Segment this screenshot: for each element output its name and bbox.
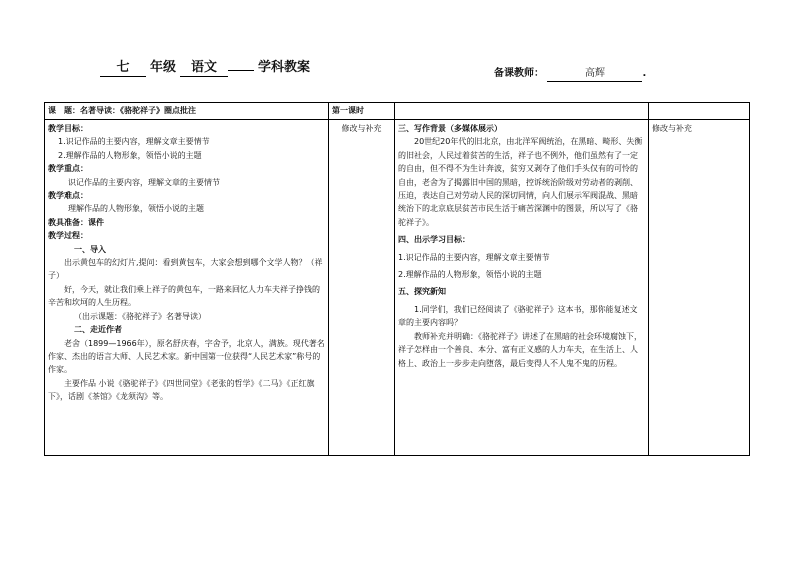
teacher-end: . bbox=[642, 68, 647, 79]
section-2-heading: 二、走近作者 bbox=[74, 325, 122, 335]
left-modification-label: 修改与补充 bbox=[341, 124, 382, 133]
left-modification-cell bbox=[329, 120, 395, 456]
teacher-name: 高辉 bbox=[547, 67, 642, 82]
empty-header-cell-right bbox=[649, 103, 750, 120]
content-row bbox=[45, 120, 750, 456]
grade-label: 年级 bbox=[150, 60, 177, 75]
goal-2: 2.理解作品的人物形象，领悟小说的主题 bbox=[58, 150, 202, 160]
section-1-heading: 一、导入 bbox=[74, 244, 106, 254]
period-cell: 第一课时 bbox=[329, 103, 395, 120]
empty-header-cell bbox=[395, 103, 649, 120]
section-1-paragraph-2: 好，今天，就让我们乘上祥子的黄包车，一路来回忆人力车夫祥子挣钱的辛苦和坎坷的人生历程。 bbox=[48, 284, 320, 308]
section-3-paragraph: 20世纪20年代的旧北京，由北洋军阀统治，在黑暗、畸形、失衡的旧社会，人民过着贫苦的生活，祥子也不例外，他们虽然有了一定的自由，但不得不为生计奔波，贫穷又剥夺了他们手头仅有的可怜的自由，老舍为了揭露旧中国的黑暗，控诉统治阶级对劳动者的剥削、压迫，表达自己对劳动人民的深切同情，向人们展示军阀混战、黑暗统治下的北京底层贫苦市民生活于痛苦深渊中的图景，所以写了《骆驼祥子》。 bbox=[398, 137, 643, 227]
right-content-cell bbox=[395, 120, 649, 456]
section-4-heading: 四、出示学习目标： bbox=[398, 235, 470, 245]
subject-label: 学科教案 bbox=[258, 60, 311, 75]
section-1-paragraph-3: （出示课题：《骆驼祥子》名著导读） bbox=[74, 311, 206, 321]
difficulty-text: 理解作品的人物形象，领悟小说的主题 bbox=[68, 204, 204, 214]
goals-label: 教学目标： bbox=[48, 124, 88, 133]
teacher-label: 备课教师： bbox=[494, 68, 544, 79]
section-4-goal-1: 1.识记作品的主要内容，理解文章主要情节 bbox=[398, 252, 550, 262]
section-2-paragraph-1: 老舍（1899—1966年），原名舒庆春，字舍予，北京人，满族。现代著名作家、杰出的语言大师、人民艺术家。新中国第一位获得“人民艺术家”称号的作家。 bbox=[48, 338, 325, 375]
right-modification-label: 修改与补充 bbox=[652, 124, 692, 133]
document-title bbox=[100, 60, 314, 77]
key-text: 识记作品的主要内容，理解文章的主要情节 bbox=[68, 177, 220, 187]
section-1-paragraph-1: 出示黄包车的幻灯片,提问：看到黄包车，大家会想到哪个文学人物？（祥子） bbox=[48, 258, 323, 281]
lesson-plan-table bbox=[44, 102, 750, 456]
key-label: 教学重点： bbox=[48, 164, 88, 174]
right-modification-cell bbox=[649, 120, 750, 456]
subject-underline bbox=[228, 70, 254, 71]
section-5-paragraph-2: 教师补充并明确：《骆驼祥子》讲述了在黑暗的社会环境腐蚀下，祥子怎样由一个善良、本分、富有正义感的人力车夫，在生活上、人格上、政治上一步步走向堕落，最后变得人不人鬼不鬼的历程。 bbox=[398, 331, 642, 368]
section-5-heading: 五、探究新知 bbox=[398, 287, 446, 297]
table-header-row bbox=[45, 103, 750, 120]
section-2-paragraph-2: 主要作品 小说《骆驼祥子》《四世同堂》《老张的哲学》《二马》《正红旗下》，话剧《茶馆》《龙须沟》等。 bbox=[48, 378, 315, 402]
teacher-line bbox=[494, 64, 646, 82]
topic-cell: 课 题：名著导读：《骆驼祥子》圈点批注 bbox=[45, 103, 329, 120]
process-label: 教学过程： bbox=[48, 231, 88, 241]
tools-text: 教具准备：课件 bbox=[48, 217, 104, 227]
goal-1: 1.识记作品的主要内容，理解文章主要情节 bbox=[58, 137, 210, 147]
difficulty-label: 教学难点： bbox=[48, 191, 88, 201]
subject-value: 语文 bbox=[180, 60, 228, 77]
grade-value: 七 bbox=[100, 60, 146, 77]
section-4-goal-2: 2.理解作品的人物形象，领悟小说的主题 bbox=[398, 270, 542, 280]
left-content-cell bbox=[45, 120, 329, 456]
section-5-paragraph-1: 1.同学们，我们已经阅读了《骆驼祥子》这本书，那你能复述文章的主要内容吗？ bbox=[398, 304, 638, 328]
section-3-heading: 三、写作背景（多媒体展示） bbox=[398, 124, 502, 133]
